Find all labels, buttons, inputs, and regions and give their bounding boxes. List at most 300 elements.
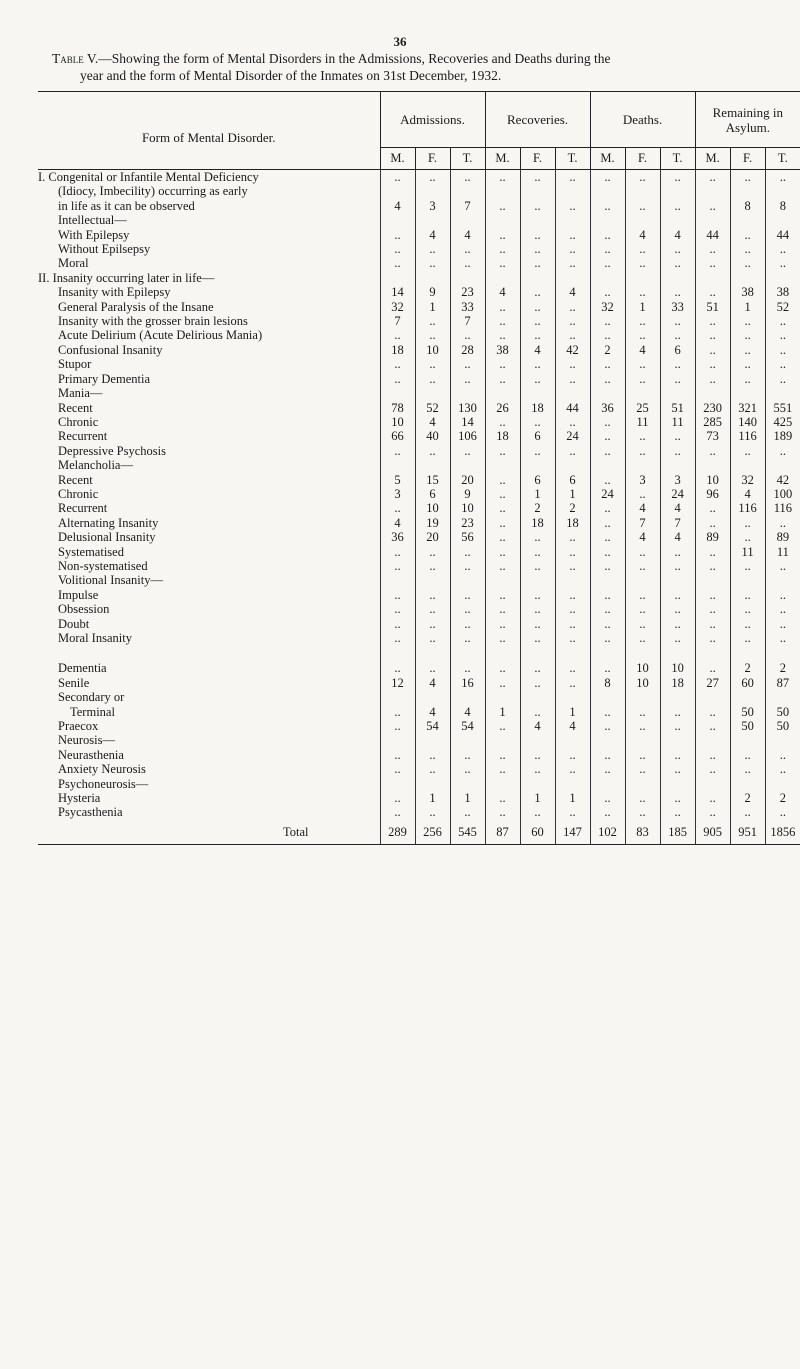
value-cell: .. — [485, 602, 520, 616]
value-cell: .. — [590, 516, 625, 530]
value-cell: .. — [660, 285, 695, 299]
table-row — [38, 705, 800, 719]
value-cell: 116 — [765, 501, 800, 515]
value-cell: 20 — [415, 530, 450, 544]
value-cell: .. — [765, 805, 800, 819]
value-cell: 32 — [380, 300, 415, 314]
value-cell — [625, 184, 660, 198]
value-cell: 1 — [520, 791, 555, 805]
row-label: Primary Dementia — [58, 371, 150, 386]
total-label: Total — [283, 824, 309, 839]
sub-header-m: M. — [695, 148, 730, 170]
value-cell: 96 — [695, 487, 730, 501]
admissions-header: Admissions. — [380, 92, 485, 148]
value-cell: .. — [695, 516, 730, 530]
value-cell: .. — [555, 631, 590, 645]
value-cell: 6 — [555, 473, 590, 487]
value-cell: .. — [450, 545, 485, 559]
table-row — [38, 170, 800, 185]
value-cell: 50 — [765, 719, 800, 733]
value-cell: .. — [485, 170, 520, 185]
value-cell — [380, 184, 415, 198]
row-label: Psycasthenia — [58, 805, 123, 820]
value-cell: .. — [415, 545, 450, 559]
row-label: Volitional Insanity— — [58, 573, 163, 588]
value-cell: .. — [380, 328, 415, 342]
row-label: (Idiocy, Imbecility) occurring as early — [58, 184, 248, 199]
table-row — [38, 545, 800, 559]
value-cell: .. — [695, 357, 730, 371]
row-label: Secondary or — [58, 690, 125, 705]
row-label: Neurasthenia — [58, 747, 124, 762]
row-label-cell — [38, 271, 380, 285]
value-cell: .. — [660, 444, 695, 458]
sub-header-f: F. — [415, 148, 450, 170]
table-row — [38, 213, 800, 227]
value-cell: .. — [485, 559, 520, 573]
value-cell: .. — [695, 199, 730, 213]
value-cell: .. — [450, 588, 485, 602]
value-cell: .. — [730, 617, 765, 631]
value-cell: .. — [625, 429, 660, 443]
spacer-cell — [520, 645, 555, 661]
value-cell — [555, 386, 590, 400]
table-row — [38, 401, 800, 415]
value-cell: .. — [450, 256, 485, 270]
value-cell — [450, 733, 485, 747]
value-cell: 50 — [730, 719, 765, 733]
value-cell — [765, 184, 800, 198]
value-cell: 1 — [450, 791, 485, 805]
value-cell — [555, 271, 590, 285]
value-cell: .. — [380, 242, 415, 256]
value-cell — [730, 271, 765, 285]
value-cell: .. — [520, 602, 555, 616]
value-cell — [730, 458, 765, 472]
value-cell: .. — [415, 357, 450, 371]
value-cell: .. — [625, 545, 660, 559]
value-cell: .. — [765, 748, 800, 762]
value-cell: .. — [555, 242, 590, 256]
value-cell: .. — [555, 170, 590, 185]
row-label-cell — [38, 791, 380, 805]
value-cell: .. — [380, 791, 415, 805]
value-cell: 4 — [415, 676, 450, 690]
row-label: Doubt — [58, 616, 90, 631]
value-cell: 27 — [695, 676, 730, 690]
value-cell: .. — [730, 328, 765, 342]
value-cell: .. — [590, 705, 625, 719]
row-label-cell — [38, 444, 380, 458]
row-label: Praecox — [58, 719, 99, 734]
value-cell: .. — [415, 314, 450, 328]
row-label-cell — [38, 762, 380, 776]
value-cell: .. — [415, 602, 450, 616]
value-cell: 4 — [520, 719, 555, 733]
value-cell: 1 — [555, 791, 590, 805]
value-cell: .. — [695, 602, 730, 616]
value-cell: 8 — [765, 199, 800, 213]
spacer-cell — [695, 645, 730, 661]
value-cell: 1 — [555, 487, 590, 501]
value-cell: 14 — [450, 415, 485, 429]
row-label-cell — [38, 676, 380, 690]
deaths-header: Deaths. — [590, 92, 695, 148]
value-cell: 6 — [660, 343, 695, 357]
value-cell: .. — [520, 631, 555, 645]
value-cell: .. — [730, 372, 765, 386]
row-label: Terminal — [70, 704, 115, 719]
value-cell: .. — [730, 242, 765, 256]
value-cell: .. — [660, 791, 695, 805]
value-cell: .. — [765, 256, 800, 270]
value-cell: .. — [625, 631, 660, 645]
value-cell: .. — [695, 256, 730, 270]
value-cell: .. — [695, 242, 730, 256]
sub-header-t: T. — [765, 148, 800, 170]
value-cell: 18 — [660, 676, 695, 690]
table-row — [38, 184, 800, 198]
value-cell: .. — [485, 762, 520, 776]
value-cell — [730, 777, 765, 791]
value-cell: .. — [625, 791, 660, 805]
value-cell — [730, 690, 765, 704]
value-cell: .. — [590, 429, 625, 443]
value-cell: .. — [660, 170, 695, 185]
value-cell: .. — [485, 357, 520, 371]
value-cell: 38 — [730, 285, 765, 299]
sub-header-m: M. — [590, 148, 625, 170]
value-cell: 24 — [555, 429, 590, 443]
value-cell: 40 — [415, 429, 450, 443]
value-cell: .. — [590, 631, 625, 645]
value-cell — [380, 213, 415, 227]
value-cell — [660, 733, 695, 747]
value-cell — [520, 271, 555, 285]
value-cell: .. — [485, 242, 520, 256]
value-cell: .. — [555, 617, 590, 631]
spacer-cell — [765, 645, 800, 661]
value-cell: .. — [520, 617, 555, 631]
value-cell: .. — [730, 343, 765, 357]
value-cell: .. — [520, 676, 555, 690]
value-cell: .. — [660, 545, 695, 559]
value-cell: 28 — [450, 343, 485, 357]
table-row — [38, 791, 800, 805]
value-cell: .. — [625, 357, 660, 371]
value-cell: .. — [380, 357, 415, 371]
value-cell: .. — [555, 372, 590, 386]
value-cell — [695, 458, 730, 472]
table-row — [38, 285, 800, 299]
value-cell — [765, 777, 800, 791]
value-cell: 50 — [765, 705, 800, 719]
value-cell: .. — [450, 559, 485, 573]
value-cell: .. — [625, 314, 660, 328]
value-cell: 7 — [625, 516, 660, 530]
value-cell: .. — [660, 748, 695, 762]
value-cell: .. — [450, 602, 485, 616]
value-cell: .. — [415, 170, 450, 185]
value-cell: .. — [555, 199, 590, 213]
row-label: Stupor — [58, 357, 92, 372]
value-cell: 11 — [660, 415, 695, 429]
value-cell: 36 — [380, 530, 415, 544]
value-cell: 4 — [415, 228, 450, 242]
row-label-cell — [38, 170, 380, 185]
value-cell: .. — [520, 228, 555, 242]
sub-header-t: T. — [660, 148, 695, 170]
value-cell: .. — [485, 444, 520, 458]
value-cell: .. — [625, 719, 660, 733]
row-label-cell — [38, 733, 380, 747]
value-cell: .. — [765, 617, 800, 631]
row-label-cell — [38, 559, 380, 573]
value-cell: .. — [450, 805, 485, 819]
row-label-cell — [38, 314, 380, 328]
value-cell: .. — [415, 762, 450, 776]
table-row — [38, 676, 800, 690]
value-cell — [625, 213, 660, 227]
value-cell: .. — [415, 661, 450, 675]
value-cell: .. — [555, 588, 590, 602]
sub-header-t: T. — [450, 148, 485, 170]
value-cell: 1 — [730, 300, 765, 314]
value-cell: .. — [765, 444, 800, 458]
value-cell: .. — [765, 357, 800, 371]
value-cell: .. — [415, 256, 450, 270]
value-cell: 38 — [485, 343, 520, 357]
table-row — [38, 357, 800, 371]
value-cell: .. — [625, 242, 660, 256]
value-cell — [765, 690, 800, 704]
value-cell: .. — [415, 631, 450, 645]
value-cell: .. — [765, 559, 800, 573]
value-cell: .. — [695, 328, 730, 342]
value-cell: 2 — [520, 501, 555, 515]
value-cell — [590, 271, 625, 285]
value-cell — [555, 733, 590, 747]
table-row — [38, 530, 800, 544]
value-cell: 6 — [520, 473, 555, 487]
value-cell — [765, 573, 800, 587]
value-cell: .. — [590, 530, 625, 544]
value-cell: .. — [450, 617, 485, 631]
row-label-cell — [38, 748, 380, 762]
value-cell: 1 — [415, 791, 450, 805]
value-cell: .. — [590, 314, 625, 328]
value-cell — [520, 573, 555, 587]
value-cell: 78 — [380, 401, 415, 415]
row-label-cell — [38, 617, 380, 631]
row-label-cell — [38, 256, 380, 270]
value-cell: 425 — [765, 415, 800, 429]
row-label-cell — [38, 184, 380, 198]
value-cell: .. — [765, 314, 800, 328]
value-cell: 4 — [450, 228, 485, 242]
value-cell: 44 — [765, 228, 800, 242]
value-cell: .. — [625, 487, 660, 501]
value-cell: .. — [730, 516, 765, 530]
value-cell — [765, 458, 800, 472]
value-cell: .. — [450, 631, 485, 645]
value-cell — [380, 386, 415, 400]
table-row — [38, 314, 800, 328]
value-cell: .. — [660, 242, 695, 256]
table-row — [38, 733, 800, 747]
row-label: General Paralysis of the Insane — [58, 299, 214, 314]
value-cell — [485, 733, 520, 747]
value-cell: .. — [590, 748, 625, 762]
value-cell — [380, 690, 415, 704]
value-cell: .. — [415, 328, 450, 342]
value-cell: .. — [520, 372, 555, 386]
total-value-cell: 83 — [625, 820, 660, 845]
value-cell — [415, 271, 450, 285]
value-cell: 230 — [695, 401, 730, 415]
row-label-cell — [38, 719, 380, 733]
value-cell — [450, 777, 485, 791]
value-cell: .. — [380, 588, 415, 602]
value-cell: .. — [555, 748, 590, 762]
value-cell: .. — [485, 805, 520, 819]
value-cell: .. — [415, 372, 450, 386]
value-cell: .. — [485, 487, 520, 501]
row-label-cell — [38, 328, 380, 342]
table-row — [38, 487, 800, 501]
value-cell: 285 — [695, 415, 730, 429]
value-cell: .. — [555, 805, 590, 819]
value-cell: 23 — [450, 516, 485, 530]
table-row — [38, 343, 800, 357]
table-row — [38, 559, 800, 573]
value-cell: 3 — [660, 473, 695, 487]
value-cell: .. — [415, 748, 450, 762]
value-cell: .. — [380, 719, 415, 733]
value-cell — [450, 184, 485, 198]
sub-header-m: M. — [485, 148, 520, 170]
row-label-cell — [38, 602, 380, 616]
value-cell: .. — [660, 314, 695, 328]
value-cell: .. — [730, 170, 765, 185]
value-cell: .. — [380, 617, 415, 631]
value-cell: 3 — [380, 487, 415, 501]
value-cell: 73 — [695, 429, 730, 443]
value-cell: .. — [380, 602, 415, 616]
value-cell — [590, 573, 625, 587]
value-cell: .. — [415, 559, 450, 573]
value-cell: .. — [625, 328, 660, 342]
value-cell: .. — [485, 473, 520, 487]
row-label: II. Insanity occurring later in life— — [38, 270, 215, 285]
value-cell — [520, 458, 555, 472]
value-cell — [415, 733, 450, 747]
value-cell: .. — [625, 588, 660, 602]
value-cell: .. — [695, 588, 730, 602]
value-cell: .. — [450, 242, 485, 256]
value-cell: .. — [415, 444, 450, 458]
value-cell: .. — [695, 314, 730, 328]
row-label: Moral Insanity — [58, 631, 132, 645]
value-cell — [625, 573, 660, 587]
sub-header-f: F. — [730, 148, 765, 170]
value-cell: .. — [590, 661, 625, 675]
row-label-cell — [38, 473, 380, 487]
total-value-cell: 87 — [485, 820, 520, 845]
value-cell: .. — [450, 444, 485, 458]
spacer-cell — [450, 645, 485, 661]
value-cell: .. — [625, 372, 660, 386]
value-cell: 11 — [765, 545, 800, 559]
value-cell: .. — [730, 631, 765, 645]
value-cell: .. — [380, 228, 415, 242]
value-cell: 2 — [590, 343, 625, 357]
value-cell: .. — [520, 328, 555, 342]
value-cell: 4 — [730, 487, 765, 501]
value-cell — [450, 271, 485, 285]
value-cell: 18 — [520, 516, 555, 530]
value-cell: .. — [590, 415, 625, 429]
value-cell: 89 — [765, 530, 800, 544]
row-label-cell — [38, 386, 380, 400]
value-cell: 8 — [730, 199, 765, 213]
value-cell: .. — [695, 748, 730, 762]
value-cell: .. — [625, 602, 660, 616]
row-label: Non-systematised — [58, 558, 148, 573]
value-cell — [485, 386, 520, 400]
value-cell: .. — [520, 415, 555, 429]
value-cell — [415, 777, 450, 791]
value-cell: 44 — [695, 228, 730, 242]
value-cell: .. — [660, 328, 695, 342]
value-cell: 52 — [415, 401, 450, 415]
value-cell: .. — [450, 357, 485, 371]
value-cell — [520, 386, 555, 400]
table-row — [38, 501, 800, 515]
value-cell: .. — [485, 748, 520, 762]
value-cell: .. — [590, 762, 625, 776]
value-cell: 50 — [730, 705, 765, 719]
row-label-cell — [38, 458, 380, 472]
row-label: Insanity with the grosser brain lesions — [58, 314, 248, 329]
row-label-cell — [38, 516, 380, 530]
row-label-cell — [38, 777, 380, 791]
value-cell: .. — [520, 559, 555, 573]
value-cell: 4 — [660, 501, 695, 515]
total-value-cell: 185 — [660, 820, 695, 845]
mental-disorders-table — [38, 91, 800, 845]
value-cell: .. — [730, 602, 765, 616]
value-cell: .. — [625, 170, 660, 185]
spacer-row — [38, 645, 800, 661]
row-label: Without Epilsepsy — [58, 242, 151, 257]
value-cell: .. — [520, 545, 555, 559]
value-cell: .. — [520, 300, 555, 314]
table-row — [38, 631, 800, 645]
spacer-cell — [415, 645, 450, 661]
value-cell — [660, 386, 695, 400]
sub-header-f: F. — [625, 148, 660, 170]
value-cell: .. — [555, 228, 590, 242]
value-cell: .. — [730, 588, 765, 602]
value-cell: 7 — [450, 314, 485, 328]
table-label: Table V. — [52, 51, 99, 66]
value-cell: .. — [590, 617, 625, 631]
value-cell: 1 — [415, 300, 450, 314]
value-cell — [485, 184, 520, 198]
value-cell: .. — [555, 256, 590, 270]
value-cell: .. — [695, 791, 730, 805]
